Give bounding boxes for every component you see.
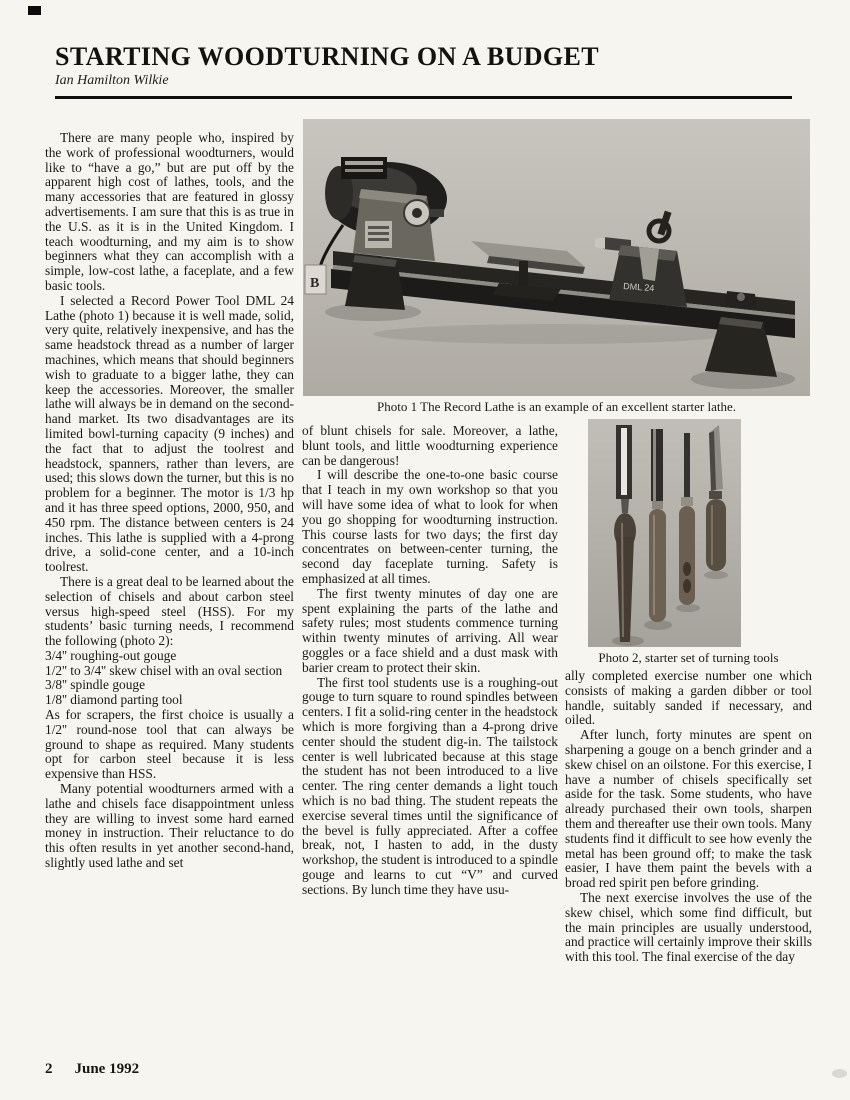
paragraph: 1/8'' diamond parting tool (45, 692, 183, 708)
paragraph: 1/2'' to 3/4'' skew chisel with an oval section (45, 662, 283, 678)
paragraph: The first twenty minutes of day one are spent explaining the parts of the lathe and safety rules; most students commence turning within twenty minutes of arriving. All wear goggles or a face shield and a dust mask with barier cream to protect their skin. (302, 585, 558, 675)
paragraph: There are many people who, inspired by the work of professional woodturners, would like to “have a go,” but are put off by the apparent high cost of lathes, tools, and the many accessories that are featured in glossy advertisements. I am sure that this is as true in the U.S. as it is in the United Kingdom. I teach woodturning, and my aim is to show beginners what they can accomplish with a simple, low-cost lathe, a faceplate, and a few basic tools. (45, 130, 294, 293)
column-middle (302, 424, 558, 898)
paragraph: As for scrapers, the first choice is usually a 1/2'' round-nose tool that can always be ground to shape as required. Many students opt for carbon steel because it is less expensive than HSS. (45, 707, 294, 782)
column-right (565, 669, 812, 965)
article-author: Ian Hamilton Wilkie (55, 73, 169, 88)
header-rule (55, 96, 792, 99)
machine-model-label: DML 24 (622, 281, 655, 294)
photo-lathe (303, 119, 810, 396)
scan-artifact-smudge (832, 1069, 847, 1078)
paragraph: 3/4'' roughing-out gouge (45, 647, 177, 663)
paragraph: ally completed exercise number one which consists of making a garden dibber or tool handle, suitably sanded if necessary, and oiled. (565, 668, 812, 728)
article-title: STARTING WOODTURNING ON A BUDGET (55, 42, 600, 71)
paragraph: 3/8'' spindle gouge (45, 677, 146, 693)
paragraph: The first tool students use is a roughing-out gouge to turn square to round spindles between centers. I fit a solid-ring center in the headstock which is more forgiving than a 4-prong drive center should the student dig-in. The tailstock center is well lubricated because at this stage the student has not been introduced to a live center. The ring center demands a light touch which is no bad thing. The student repeats the exercise several times until the significance of the bevel is fully appreciated. After a coffee break, not, I hasten to add, in the dusty workshop, the student is introduced to a spindle gouge and learns to cut “V” and curved sections. By lunch time they have usu- (302, 674, 558, 897)
switch-box (305, 265, 326, 294)
paragraph: I selected a Record Power Tool DML 24 Lathe (photo 1) because it is well made, solid, very quite, relatively inexpensive, and has the same headstock thread as a number of larger machines, which means that should beginners wish to graduate to a bigger lathe, they can keep the accessories. Moreover, the smaller lathe will always be in demand on the second-hand market. Its two disadvantages are its limited bowl-turning capacity (9 inches) and the fact that to adjust the toolrest and headstock, spanners, rather than levers, are used; this slows down the turner, but this is no problem for a beginner. The motor is 1/3 hp and it has three speed options, 2000, 950, and 450 rpm. The distance between centers is 24 inches. This lathe is supplied with a 4-prong drive, a solid-cone center, and a 10-inch toolrest. (45, 292, 294, 575)
paragraph: After lunch, forty minutes are spent on sharpening a gouge on a bench grinder and a skew chisel on an oilstone. For this exercise, I have a number of chisels specifically set aside for the task. Some students, who have already purchased their own tools, sharpen them and thereafter use their own tools. Many students find it difficult to see how evenly the metal has been ground off; to make the task easier, I have them paint the bevels with a broad red spirit pen before grinding. (565, 727, 812, 891)
scan-artifact-mark (28, 6, 41, 15)
turning-tools-illustration (588, 419, 741, 647)
switch-box-label: B (310, 276, 320, 291)
lathe-illustration (303, 119, 810, 396)
paragraph: There is a great deal to be learned about the selection of chisels and about carbon steel versus high-speed steel (HSS). For my students’ basic turning needs, I recommend the following (photo 2): (45, 573, 294, 649)
photo2-caption: Photo 2, starter set of turning tools (598, 650, 779, 665)
page-footer (45, 1061, 139, 1078)
paragraph: The next exercise involves the use of the skew chisel, which some find difficult, but the main principles are usually understood, and practice will certainly improve their skills with this tool. The final exercise of the day (565, 889, 812, 965)
photo1-caption: Photo 1 The Record Lathe is an example of an excellent starter lathe. (377, 399, 736, 414)
bed-end-clamp (725, 291, 757, 309)
paragraph: Many potential woodturners armed with a lathe and chisels face disappointment unless they are willing to invest some hard earned money in instruction. Their reluctance to do this often results in yet another second-hand, slightly used lathe and set (45, 781, 294, 871)
article-header (55, 42, 792, 99)
column-left (45, 131, 294, 871)
paragraph: I will describe the one-to-one basic course that I teach in my own workshop so that you will have some idea of what to look for when you go shopping for woodturning instruction. This course lasts for two days; the first day concentrates on between-center turning, the second day faceplate turning. Safety is emphasized at all times. (302, 467, 558, 586)
page-number: 2 (45, 1061, 53, 1077)
paragraph: of blunt chisels for sale. Moreover, a lathe, blunt tools, and little woodturning experience can be dangerous! (302, 423, 558, 468)
photo-turning-tools (588, 419, 741, 647)
issue-date: June 1992 (74, 1061, 140, 1077)
